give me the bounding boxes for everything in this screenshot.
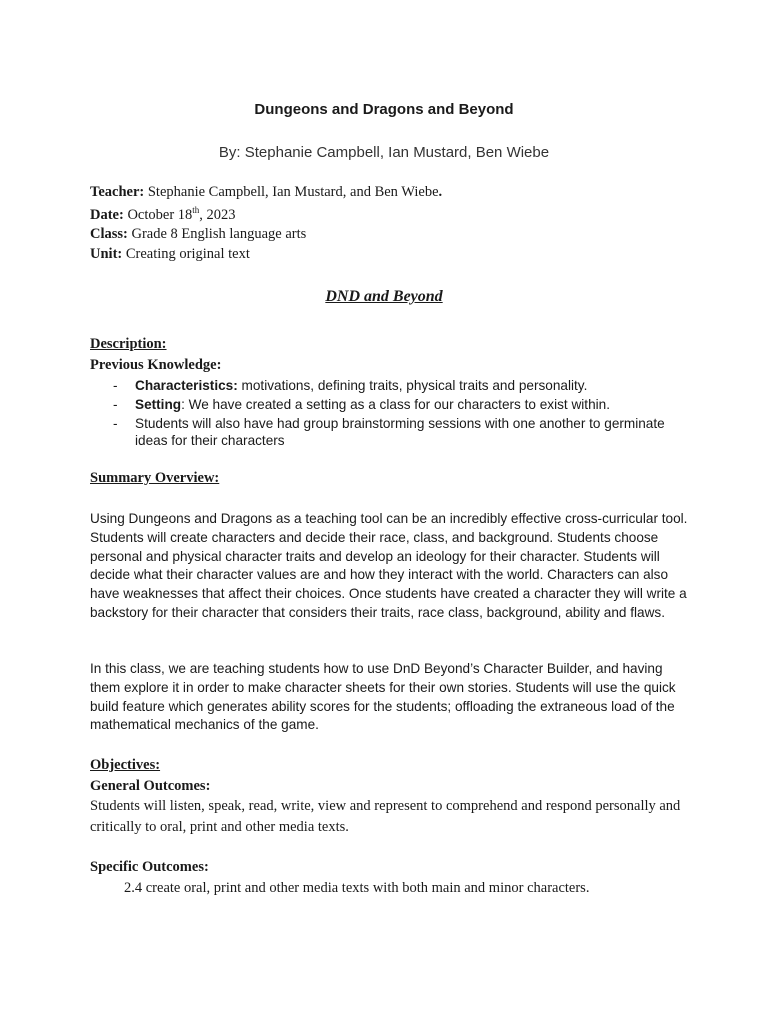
teacher-label: Teacher: bbox=[90, 184, 145, 200]
previous-knowledge-list bbox=[90, 377, 690, 451]
summary-heading: Summary Overview: bbox=[90, 470, 220, 486]
previous-knowledge-heading: Previous Knowledge: bbox=[90, 357, 222, 373]
bullet-text: : We have created a setting as a class for our characters to exist within. bbox=[181, 397, 610, 412]
specific-outcomes-text: 2.4 create oral, print and other media texts with both main and minor characters. bbox=[124, 880, 590, 896]
bullet-text: motivations, defining traits, physical traits and personality. bbox=[237, 378, 588, 393]
subtitle: DND and Beyond bbox=[325, 288, 443, 305]
date-label: Date: bbox=[90, 206, 124, 223]
meta-date bbox=[90, 205, 236, 224]
specific-outcomes-heading: Specific Outcomes: bbox=[90, 859, 209, 875]
meta-unit bbox=[90, 246, 250, 263]
meta-teacher bbox=[90, 184, 442, 201]
document-title: Dungeons and Dragons and Beyond bbox=[254, 101, 514, 118]
objectives-heading: Objectives: bbox=[90, 757, 161, 773]
list-item bbox=[90, 377, 690, 394]
date-sup: th bbox=[192, 205, 200, 215]
bullet-bold: Setting bbox=[135, 397, 182, 412]
list-item bbox=[90, 415, 690, 449]
general-outcomes-text: Students will listen, speak, read, write, view and represent to comprehend and respond personally and critically to oral, print and other media texts. bbox=[90, 798, 681, 835]
list-item bbox=[90, 396, 690, 413]
teacher-value: Stephanie Campbell, Ian Mustard, and Ben Wiebe bbox=[147, 184, 439, 200]
class-value: Grade 8 English language arts bbox=[131, 226, 307, 242]
summary-paragraph-1: Using Dungeons and Dragons as a teaching tool can be an incredibly effective cross-curricular tool. Students will create characters and decide their race, class, and background. Students choose personal and physical character traits and develop an ideology for their character. Students will decide what their character values are and how they interact with the world. Characters can also have weaknesses that affect their choices. Once students have created a character they will write a backstory for their character that considers their traits, race class, background, ability and flaws. bbox=[90, 511, 688, 620]
meta-class bbox=[90, 226, 306, 243]
general-outcomes-heading: General Outcomes: bbox=[90, 778, 211, 794]
bullet-dash: - bbox=[113, 378, 118, 393]
bullet-dash: - bbox=[113, 416, 118, 431]
teacher-period: . bbox=[438, 184, 443, 200]
bullet-dash: - bbox=[113, 397, 118, 412]
byline: By: Stephanie Campbell, Ian Mustard, Ben Wiebe bbox=[218, 144, 550, 161]
bullet-bold: Characteristics: bbox=[135, 378, 238, 393]
description-heading: Description: bbox=[90, 336, 167, 352]
class-label: Class: bbox=[90, 226, 128, 242]
date-value-pre: October 18 bbox=[127, 206, 193, 223]
unit-label: Unit: bbox=[90, 246, 123, 262]
summary-paragraph-2: In this class, we are teaching students how to use DnD Beyond’s Character Builder, and having them explore it in order to make character sheets for their own stories. Students will use the quick build feature which generates ability scores for the students; offloading the extraneous load of the mathematical mechanics of the game. bbox=[90, 661, 676, 733]
unit-value: Creating original text bbox=[125, 246, 250, 262]
bullet-text: Students will also have had group brainstorming sessions with one another to germinate ideas for their characters bbox=[135, 416, 665, 448]
date-value-post: , 2023 bbox=[199, 206, 236, 223]
